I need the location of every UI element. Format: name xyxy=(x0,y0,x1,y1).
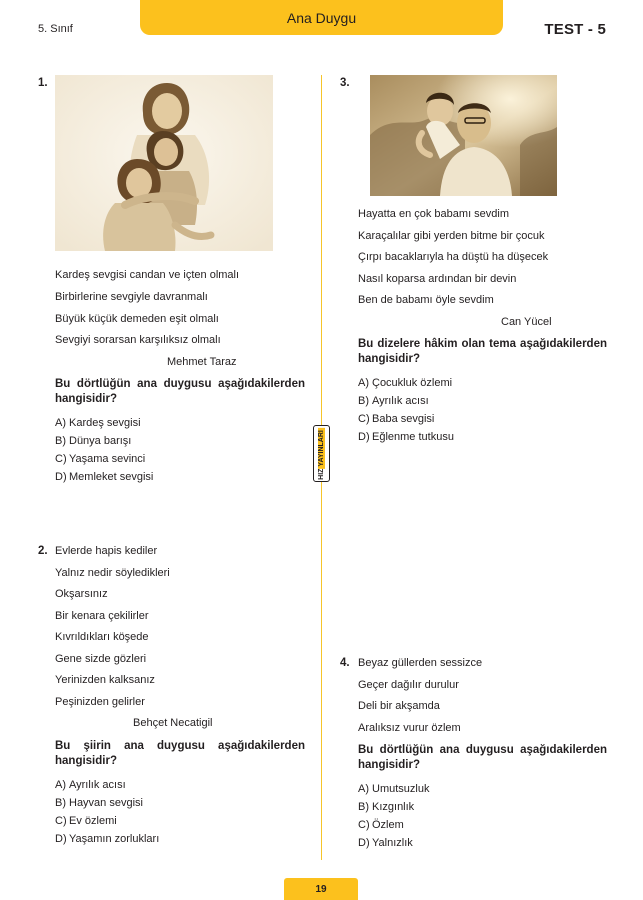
option-text: Yalnızlık xyxy=(372,837,413,849)
question-4-line-1: Beyaz güllerden sessizce xyxy=(358,657,483,669)
option-letter: C) xyxy=(55,815,67,827)
option-text: Ev özlemi xyxy=(69,815,117,827)
option-text: Ayrılık acısı xyxy=(372,395,429,407)
question-1-option-d[interactable] xyxy=(55,471,153,483)
option-letter: B) xyxy=(55,435,66,447)
question-1-line-3: Büyük küçük demeden eşit olmalı xyxy=(55,313,219,325)
question-3-number: 3. xyxy=(340,77,350,89)
option-text: Baba sevgisi xyxy=(372,413,435,425)
option-letter: C) xyxy=(358,819,370,831)
publisher-logo xyxy=(313,425,330,482)
option-letter: A) xyxy=(358,377,369,389)
question-2-option-c[interactable] xyxy=(55,815,117,827)
option-letter: D) xyxy=(358,837,370,849)
option-text: Eğlenme tutkusu xyxy=(372,431,454,443)
page-number-box xyxy=(284,878,358,900)
option-letter: B) xyxy=(358,801,369,813)
test-label: TEST - 5 xyxy=(544,21,606,38)
question-1-option-a[interactable] xyxy=(55,417,141,429)
question-2-line-7: Yerinizden kalksanız xyxy=(55,674,155,686)
option-letter: A) xyxy=(55,417,66,429)
question-2-line-1: Evlerde hapis kediler xyxy=(55,545,158,557)
father-piggyback-photo xyxy=(370,75,557,196)
option-text: Çocukluk özlemi xyxy=(372,377,453,389)
question-1-line-1: Kardeş sevgisi candan ve içten olmalı xyxy=(55,269,240,281)
question-2-line-3: Okşarsınız xyxy=(55,588,108,600)
question-3-option-c[interactable] xyxy=(358,413,434,425)
question-2-line-2: Yalnız nedir söyledikleri xyxy=(55,567,170,579)
page-number: 19 xyxy=(315,883,327,895)
question-3-option-b[interactable] xyxy=(358,395,429,407)
option-letter: C) xyxy=(358,413,370,425)
question-2-author: Behçet Necatigil xyxy=(133,717,213,729)
page-title: Ana Duygu xyxy=(286,9,357,26)
question-2-number: 2. xyxy=(38,545,48,557)
option-text: Hayvan sevgisi xyxy=(69,797,143,809)
question-2-line-6: Gene sizde gözleri xyxy=(55,653,147,665)
question-1-line-2: Birbirlerine sevgiyle davranmalı xyxy=(55,291,208,303)
question-4-line-2: Geçer dağılır durulur xyxy=(358,679,459,691)
option-letter: A) xyxy=(55,779,66,791)
question-4-number: 4. xyxy=(340,657,350,669)
question-2-line-4: Bir kenara çekilirler xyxy=(55,610,149,622)
question-1-option-b[interactable] xyxy=(55,435,131,447)
question-4-option-c[interactable] xyxy=(358,819,404,831)
publisher-logo-part2: YAYINLARI xyxy=(317,429,325,467)
question-4-option-d[interactable] xyxy=(358,837,413,849)
question-2-prompt: Bu şiirin ana duygusu aşağıdakilerden hangisidir? xyxy=(55,740,305,767)
question-3-prompt: Bu dizelere hâkim olan tema aşağıdakilerden hangisidir? xyxy=(358,338,607,365)
question-2-option-b[interactable] xyxy=(55,797,143,809)
question-1-number: 1. xyxy=(38,77,48,89)
question-4-option-b[interactable] xyxy=(358,801,414,813)
question-3-line-5: Ben de babamı öyle sevdim xyxy=(358,294,494,306)
option-letter: C) xyxy=(55,453,67,465)
option-letter: D) xyxy=(358,431,370,443)
grade-label: 5. Sınıf xyxy=(38,23,73,35)
question-4-prompt: Bu dörtlüğün ana duygusu aşağıdakilerden hangisidir? xyxy=(358,744,607,771)
question-1-option-c[interactable] xyxy=(55,453,145,465)
option-text: Memleket sevgisi xyxy=(69,471,154,483)
title-banner xyxy=(140,0,503,35)
question-2-option-d[interactable] xyxy=(55,833,159,845)
question-3-line-1: Hayatta en çok babamı sevdim xyxy=(358,208,510,220)
option-letter: A) xyxy=(358,783,369,795)
option-text: Umutsuzluk xyxy=(372,783,430,795)
question-2-line-8: Peşinizden gelirler xyxy=(55,696,145,708)
question-3-line-4: Nasıl koparsa ardından bir devin xyxy=(358,273,517,285)
question-2-line-5: Kıvrıldıkları köşede xyxy=(55,631,149,643)
children-hugging-photo xyxy=(55,75,273,251)
question-3-option-d[interactable] xyxy=(358,431,454,443)
option-letter: D) xyxy=(55,471,67,483)
question-3-line-3: Çırpı bacaklarıyla ha düştü ha düşecek xyxy=(358,251,549,263)
option-text: Kızgınlık xyxy=(372,801,415,813)
question-3-author: Can Yücel xyxy=(501,316,552,328)
option-letter: B) xyxy=(55,797,66,809)
question-1-prompt: Bu dörtlüğün ana duygusu aşağıdakilerden hangisidir? xyxy=(55,378,305,405)
option-text: Yaşama sevinci xyxy=(69,453,146,465)
question-1-line-4: Sevgiyi sorarsan karşılıksız olmalı xyxy=(55,334,221,346)
option-letter: B) xyxy=(358,395,369,407)
question-4-line-3: Deli bir akşamda xyxy=(358,700,440,712)
option-text: Yaşamın zorlukları xyxy=(69,833,160,845)
question-1-author: Mehmet Taraz xyxy=(167,356,237,368)
option-text: Özlem xyxy=(372,819,404,831)
question-2-option-a[interactable] xyxy=(55,779,126,791)
option-text: Ayrılık acısı xyxy=(69,779,126,791)
option-letter: D) xyxy=(55,833,67,845)
option-text: Dünya barışı xyxy=(69,435,132,447)
publisher-logo-part1: HIZ xyxy=(317,468,325,480)
question-4-line-4: Aralıksız vurur özlem xyxy=(358,722,461,734)
option-text: Kardeş sevgisi xyxy=(69,417,141,429)
question-3-line-2: Karaçalılar gibi yerden bitme bir çocuk xyxy=(358,230,545,242)
question-4-option-a[interactable] xyxy=(358,783,429,795)
question-3-option-a[interactable] xyxy=(358,377,452,389)
